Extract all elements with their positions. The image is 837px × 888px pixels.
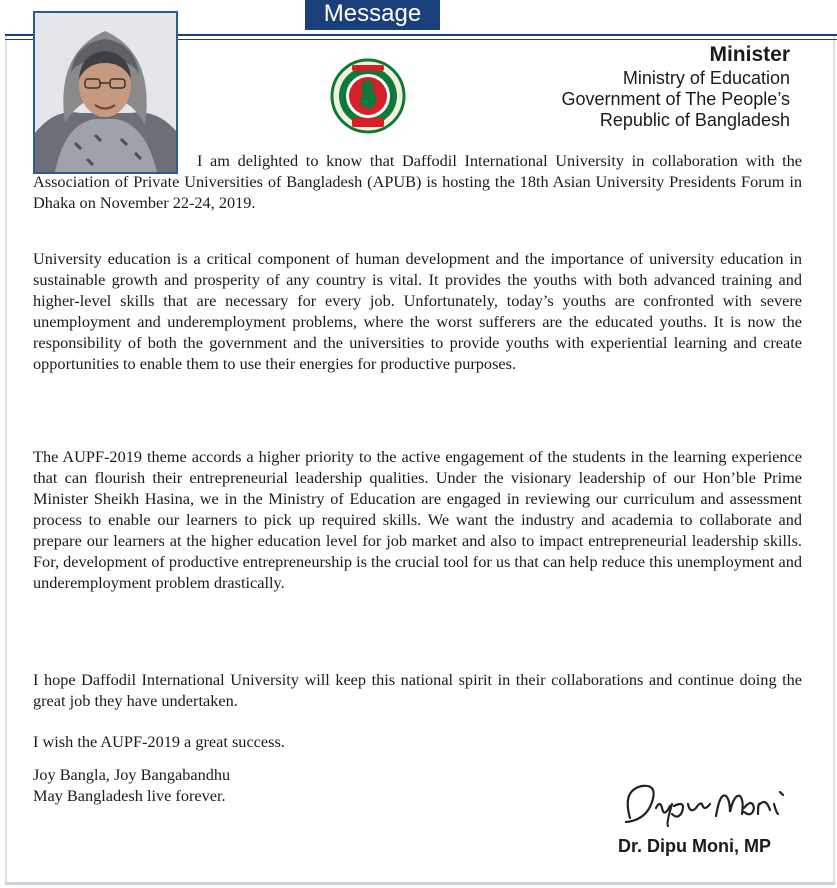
paragraph-theme <box>33 446 802 593</box>
author-role: Minister <box>709 43 790 66</box>
handwritten-signature <box>612 778 792 830</box>
closing-lines <box>33 764 393 806</box>
office-line-3: Republic of Bangladesh <box>599 110 790 130</box>
bangladesh-seal-icon <box>330 58 406 134</box>
frame-bottom-border <box>5 882 835 885</box>
closing-line-2: May Bangladesh live forever. <box>33 786 226 805</box>
paragraph-education <box>33 248 802 374</box>
portrait-illustration <box>35 13 176 172</box>
paragraph-wish-text: I wish the AUPF-2019 a great success. <box>33 732 285 751</box>
author-titles <box>562 42 790 131</box>
frame-right-border <box>833 36 835 884</box>
office-line-2: Government of The People’s <box>561 89 790 109</box>
paragraph-theme-text: The AUPF-2019 theme accords a higher priority to the active engagement of the students in the learning experience that can flourish their entrepreneurial leadership qualities. Under the visionary leadership of our Hon’ble Prime Minister Sheikh Hasina, we in the Ministry of Education are engaged in reviewing our curriculum and assessment process to enable our learners to pick up required skills. We want the industry and academia to collaborate and prepare our learners at the higher education level for job market and also to impact entrepreneurial leadership skills. For, development of productive entrepreneurship is the crucial tool for us that can help reduce this unemployment and underemployment problem drastically. <box>33 447 802 592</box>
paragraph-intro-text: I am delighted to know that Daffodil International University in collaboration with the Association of Private Universities of Bangladesh (APUB) is hosting the 18th Asian University Presidents Forum in Dhaka on November 22-24, 2019. <box>33 151 802 212</box>
author-name: Dr. Dipu Moni, MP <box>618 836 771 856</box>
paragraph-wish <box>33 731 802 752</box>
paragraph-hope-text: I hope Daffodil International University will keep this national spirit in their collaborations and continue doing the great job they have undertaken. <box>33 670 802 710</box>
office-line-1: Ministry of Education <box>622 68 790 88</box>
paragraph-education-text: University education is a critical component of human development and the importance of university education in sustainable growth and prosperity of any country is vital. It provides the youths with both advanced training and higher-level skills that are necessary for every job. Unfortunately, today’s youths are confronted with severe unemployment and underemployment problems, where the worst sufferers are the educated youths. It is now the responsibility of both the government and the universities to provide youths with experiential learning and create opportunities to enable them to use their energies for productive purposes. <box>33 249 802 373</box>
signature-drawing <box>612 778 792 830</box>
closing-line-1: Joy Bangla, Joy Bangabandhu <box>33 765 231 784</box>
paragraph-intro <box>33 150 802 213</box>
paragraph-hope <box>33 669 802 711</box>
frame-left-border <box>5 36 7 884</box>
message-banner: Message <box>305 0 440 30</box>
government-seal <box>330 58 406 134</box>
